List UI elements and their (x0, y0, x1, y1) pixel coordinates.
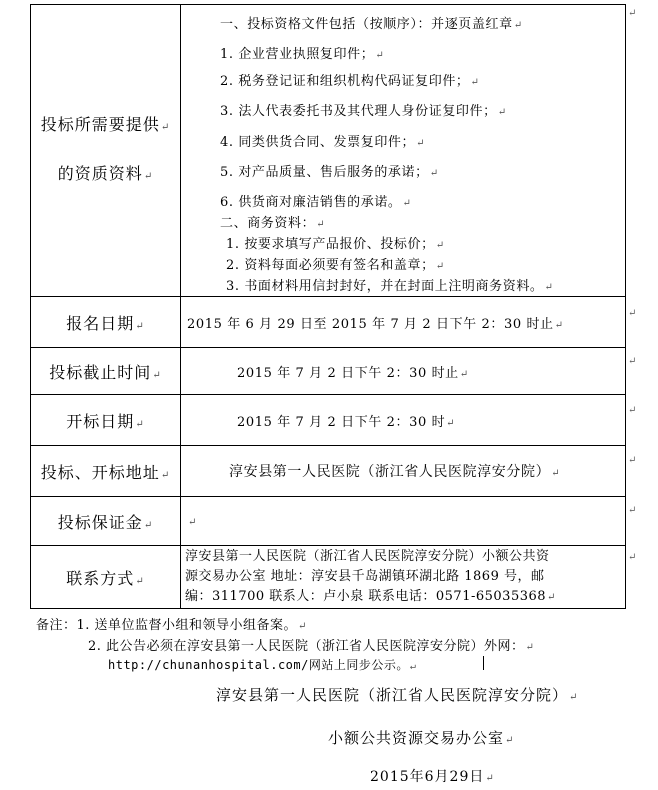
row-end-marker: ↵ (628, 405, 637, 416)
location-label: 投标、开标地址↵ (31, 446, 181, 497)
registration-value: 2015 年 6 月 29 日至 2015 年 7 月 2 日下午 2：30 时止↵ (181, 297, 626, 348)
location-value: 淳安县第一人民医院（浙江省人民医院淳安分院）↵ (181, 446, 626, 497)
qualification-label-line2: 的资质资料↵ (57, 163, 154, 183)
qualification-label-cell (31, 5, 181, 297)
qualification-line-3: 2. 税务登记证和组织机构代码证复印件；↵ (220, 74, 480, 89)
qualification-line-11: 3. 书面材料用信封封好，并在封面上注明商务资料。↵ (226, 279, 554, 294)
text-cursor (483, 656, 484, 670)
signature-office: 小额公共资源交易办公室↵ (328, 729, 515, 747)
registration-label: 报名日期↵ (31, 297, 181, 348)
contact-line-3: 编：311700 联系人：卢小泉 联系电话：0571-65035368↵ (185, 588, 556, 604)
row-end-marker: ↵ (628, 505, 637, 516)
deadline-label: 投标截止时间↵ (31, 348, 181, 395)
opening-label: 开标日期↵ (31, 395, 181, 446)
note-line-3: http://chunanhospital.com/网站上同步公示。↵ (108, 658, 417, 672)
table-row-qualification (31, 5, 626, 297)
tender-info-table (30, 4, 626, 609)
qualification-line-2: 1. 企业营业执照复印件；↵ (220, 47, 385, 62)
qualification-line-10: 2. 资料每面必须要有签名和盖章；↵ (226, 258, 445, 273)
contact-line-2: 源交易办公室 地址：淳安县千岛湖镇环湖北路 1869 号，邮 (185, 568, 545, 584)
qualification-line-4: 3. 法人代表委托书及其代理人身份证复印件；↵ (220, 104, 507, 119)
note-line-2: 2. 此公告必须在淳安县第一人民医院（浙江省人民医院淳安分院）外网：↵ (88, 639, 535, 654)
row-end-marker: ↵ (628, 552, 637, 563)
signature-date: 2015年6月29日↵ (370, 769, 495, 785)
qualification-line-1: 一、投标资格文件包括（按顺序）：并逐页盖红章↵ (220, 17, 523, 32)
table-row-contact (31, 546, 626, 609)
table-row-deposit (31, 497, 626, 546)
qualification-line-5: 4. 同类供货合同、发票复印件；↵ (220, 135, 426, 150)
deposit-label: 投标保证金↵ (31, 497, 181, 546)
deposit-value: ↵ (181, 497, 626, 546)
opening-value: 2015 年 7 月 2 日下午 2：30 时↵ (181, 395, 626, 446)
table-row-registration (31, 297, 626, 348)
qualification-content-cell (181, 5, 626, 297)
row-end-marker: ↵ (628, 308, 637, 319)
qualification-label-line1: 投标所需要提供↵ (40, 114, 171, 134)
contact-line-1: 淳安县第一人民医院（浙江省人民医院淳安分院）小额公共资 (185, 548, 550, 564)
row-end-marker: ↵ (628, 455, 637, 466)
qualification-line-7: 6. 供货商对廉洁销售的承诺。↵ (220, 195, 412, 210)
signature-organization: 淳安县第一人民医院（浙江省人民医院淳安分院）↵ (216, 686, 579, 704)
contact-label: 联系方式↵ (31, 546, 181, 609)
qualification-line-8: 二、商务资料：↵ (220, 216, 326, 231)
contact-value (181, 546, 626, 609)
table-row-deadline (31, 348, 626, 395)
table-row-location (31, 446, 626, 497)
qualification-line-9: 1. 按要求填写产品报价、投标价；↵ (226, 237, 445, 252)
row-end-marker: ↵ (628, 8, 637, 19)
row-end-marker: ↵ (628, 356, 637, 367)
deadline-value: 2015 年 7 月 2 日下午 2：30 时止↵ (181, 348, 626, 395)
note-line-1: 备注：1. 送单位监督小组和领导小组备案。↵ (36, 618, 307, 633)
table-row-opening (31, 395, 626, 446)
qualification-line-6: 5. 对产品质量、售后服务的承诺；↵ (220, 165, 439, 180)
